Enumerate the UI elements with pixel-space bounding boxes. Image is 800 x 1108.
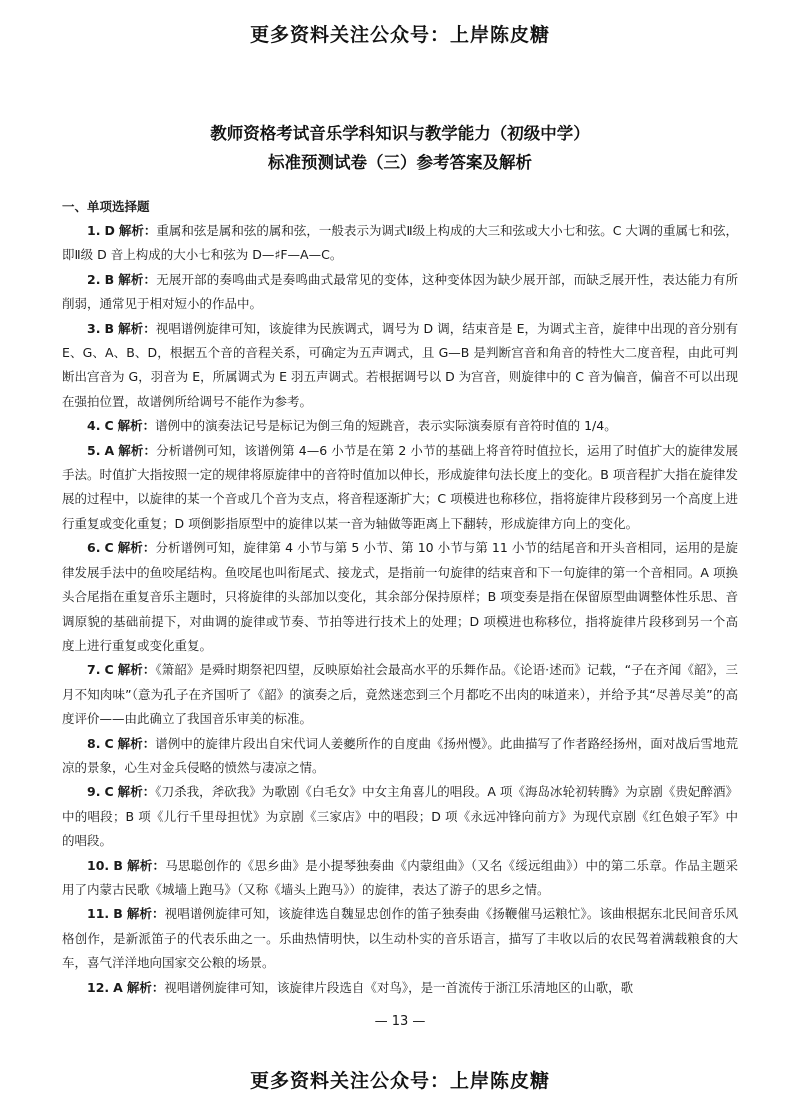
answer-item-10 [62, 854, 738, 903]
answer-letter: B [113, 906, 123, 922]
answer-letter: C [104, 540, 114, 556]
answer-item-9 [62, 780, 738, 853]
question-number: 11. [87, 906, 110, 922]
explanation-text: 重属和弦是属和弦的属和弦，一般表示为调式Ⅱ级上构成的大三和弦或大小七和弦。C 大调的重属七和弦，即Ⅱ级 D 音上构成的大小七和弦为 D—♯F—A—C。 [62, 223, 738, 263]
explanation-label: 解析： [118, 223, 157, 238]
question-number: 2. [87, 271, 101, 287]
explanation-text: 分析谱例可知，旋律第 4 小节与第 5 小节、第 10 小节与第 11 小节的结尾音和开头音相同，运用的是旋律发展手法中的鱼咬尾结构。鱼咬尾也叫衔尾式、接龙式，是指前一句旋律的结束音和下一句旋律的第一个音相同。A 项换头合尾指在重复音乐主题时，只将旋律的头部加以变化，其余部分保持原样；B 项变奏是指在保留原型曲调整体性乐思、音调原貌的基础前提下，对曲调的旋律或节奏、节拍等进行技术上的处理；D 项模进也称移位，指将旋律片段移到另一个高度上进行重复或变化重复。 [62, 540, 738, 653]
explanation-label: 解析： [126, 906, 165, 922]
answer-letter: C [104, 662, 114, 678]
page-title-line-2: 标准预测试卷（三）参考答案及解析 [268, 153, 532, 172]
answer-item-5 [62, 439, 738, 537]
question-number: 6. [87, 540, 101, 556]
answer-item-8 [62, 732, 738, 781]
answer-letter: C [104, 418, 114, 434]
explanation-label: 解析： [117, 662, 156, 678]
answer-item-7 [62, 658, 738, 731]
question-number: 9. [87, 784, 101, 800]
answer-item-6 [62, 536, 738, 658]
watermark-banner-top: 更多资料关注公众号：上岸陈皮糖 [249, 24, 550, 46]
explanation-label: 解析： [117, 784, 156, 800]
explanation-label: 解析： [118, 442, 157, 458]
answer-letter: B [104, 271, 115, 287]
explanation-text: 谱例中的旋律片段出自宋代词人姜夔所作的自度曲《扬州慢》。此曲描写了作者路经扬州，面对战后雪地荒凉的景象，心生对金兵侵略的愤然与凄凉之情。 [62, 735, 738, 775]
question-number: 8. [87, 735, 101, 751]
question-number: 10. [87, 857, 110, 873]
explanation-label: 解析： [117, 418, 156, 434]
answer-item-11 [62, 902, 738, 975]
answer-item-1 [62, 219, 738, 268]
watermark-banner-bottom: 更多资料关注公众号：上岸陈皮糖 [249, 1070, 550, 1092]
explanation-label: 解析： [117, 540, 156, 556]
answer-item-4 [62, 414, 738, 438]
answer-item-3 [62, 317, 738, 415]
explanation-label: 解析： [127, 857, 166, 873]
question-number: 4. [87, 418, 101, 434]
explanation-text: 谱例中的演奏法记号是标记为倒三角的短跳音，表示实际演奏原有音符时值的 1/4。 [155, 418, 617, 434]
explanation-text: 分析谱例可知，该谱例第 4—6 小节是在第 2 小节的基础上将音符时值拉长，运用了时值扩大的旋律发展手法。时值扩大指按照一定的规律将原旋律中的音符时值加以伸长，形成旋律句法长度上的变化。B 项音程扩大指在旋律发展的过程中，以旋律的某一个音或几个音为支点，将音程逐渐扩大；C 项模进也称移位，指将旋律片段移到另一个高度上进行重复或变化重复；D 项倒影指原型中的旋律以某一音为轴做等距离上下翻转，形成旋律方向上的变化。 [62, 442, 738, 531]
question-number: 1. [87, 223, 101, 238]
explanation-text: 视唱谱例旋律可知，该旋律为民族调式，调号为 D 调，结束音是 E，为调式主音，旋律中出现的音分别有 E、G、A、B、D，根据五个音的音程关系，可确定为五声调式，且 G—B 是判断宫音和角音的特性大二度音程，由此可判断出宫音为 G，羽音为 E，所属调式为 E 羽五声调式。若根据调号以 D 为宫音，则旋律中的 C 音为偏音，偏音不可以出现在强拍位置，故谱例所给调号不能作为参考。 [62, 320, 738, 409]
answer-letter: D [104, 223, 115, 238]
explanation-label: 解析： [117, 735, 156, 751]
answer-letter: A [113, 979, 123, 995]
explanation-text: 马思聪创作的《思乡曲》是小提琴独奏曲《内蒙组曲》（又名《绥远组曲》）中的第二乐章。作品主题采用了内蒙古民歌《城墙上跑马》（又称《墙头上跑马》）的旋律，表达了游子的思乡之情。 [62, 857, 738, 897]
answer-letter: C [104, 735, 114, 751]
explanation-text: 视唱谱例旋律可知，该旋律选自魏显忠创作的笛子独奏曲《扬鞭催马运粮忙》。该曲根据东北民间音乐风格创作，是新派笛子的代表乐曲之一。乐曲热情明快，以生动朴实的音乐语言，描写了丰收以后的农民驾着满载粮食的大车，喜气洋洋地向国家交公粮的场景。 [62, 906, 738, 971]
section-heading: 一、单项选择题 [62, 199, 150, 214]
explanation-label: 解析： [126, 979, 165, 995]
answer-item-12 [62, 976, 738, 1000]
answer-letter: C [104, 784, 114, 800]
answer-item-2 [62, 268, 738, 317]
question-number: 12. [87, 979, 110, 995]
question-number: 3. [87, 320, 101, 336]
page-number: — 13 — [374, 1014, 426, 1029]
explanation-label: 解析： [118, 271, 157, 287]
explanation-label: 解析： [118, 320, 156, 336]
explanation-text: 视唱谱例旋律可知，该旋律片段选自《对鸟》，是一首流传于浙江乐清地区的山歌，歌 [164, 979, 634, 995]
answer-letter: B [104, 320, 115, 336]
answer-list [62, 219, 738, 1000]
question-number: 5. [87, 442, 101, 458]
explanation-text: 无展开部的奏鸣曲式是奏鸣曲式最常见的变体，这种变体因为缺少展开部，而缺乏展开性，表达能力有所削弱，通常见于相对短小的作品中。 [62, 271, 738, 312]
answer-letter: A [104, 442, 115, 458]
page-title-line-1: 教师资格考试音乐学科知识与教学能力（初级中学） [210, 124, 590, 143]
answer-letter: B [113, 857, 123, 873]
question-number: 7. [87, 662, 101, 678]
explanation-text: 《箫韶》是舜时期祭祀四望，反映原始社会最高水平的乐舞作品。《论语·述而》记载，“子在齐闻《韶》，三月不知肉味”（意为孔子在齐国听了《韶》的演奏之后，竟然迷恋到三个月都吃不出肉的味道来），并给予其“尽善尽美”的高度评价——由此确立了我国音乐审美的标准。 [62, 662, 738, 727]
explanation-text: 《刀杀我，斧砍我》为歌剧《白毛女》中女主角喜儿的唱段。A 项《海岛冰轮初转腾》为京剧《贵妃醉酒》中的唱段；B 项《儿行千里母担忧》为京剧《三家店》中的唱段；D 项《永远冲锋向前方》为现代京剧《红色娘子军》中的唱段。 [62, 784, 738, 849]
